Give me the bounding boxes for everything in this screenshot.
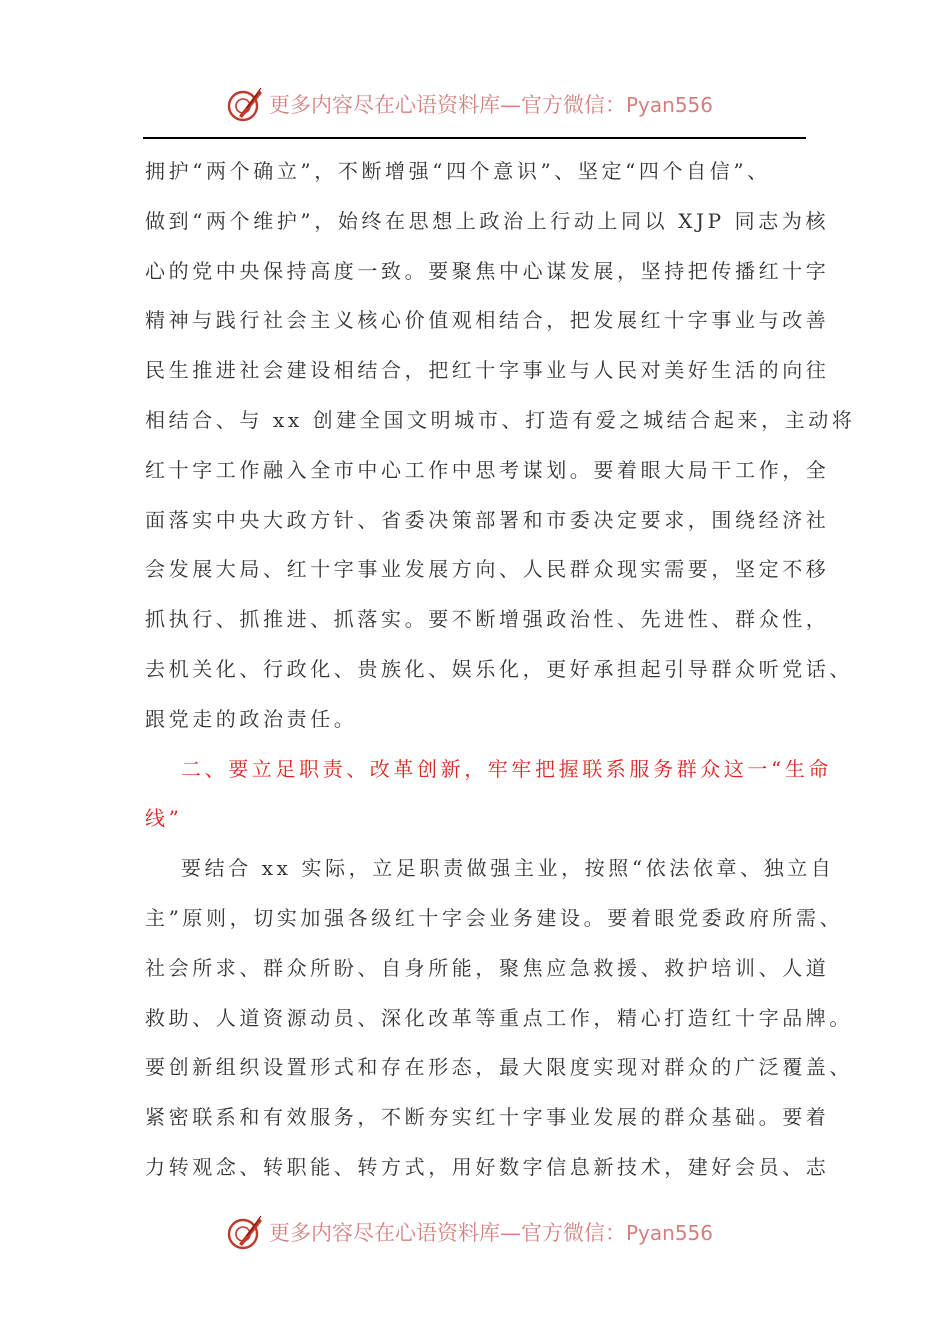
text-line: 紧密联系和有效服务，不断夯实红十字事业发展的群众基础。要着 <box>145 1105 830 1130</box>
text-line: 民生推进社会建设相结合，把红十字事业与人民对美好生活的向往 <box>145 358 830 383</box>
text-line: 要创新组织设置形式和存在形态，最大限度实现对群众的广泛覆盖、 <box>145 1055 853 1080</box>
header-banner <box>225 82 713 126</box>
banner-wechat-id: Pyan556 <box>626 1221 714 1245</box>
text-line: 做到“两个维护”，始终在思想上政治上行动上同以 XJP 同志为核 <box>145 208 830 233</box>
header-divider <box>143 137 806 139</box>
banner-text <box>269 89 713 119</box>
banner-wechat-id: Pyan556 <box>626 93 714 117</box>
quill-logo-icon <box>225 1212 265 1252</box>
banner-slogan: 更多内容尽在心语资料库—官方微信： <box>269 93 626 117</box>
text-line: 要结合 xx 实际，立足职责做强主业，按照“依法依章、独立自 <box>181 856 835 881</box>
text-line: 去机关化、行政化、贵族化、娱乐化，更好承担起引导群众听党话、 <box>145 656 853 681</box>
text-line: 红十字工作融入全市中心工作中思考谋划。要着眼大局干工作，全 <box>145 457 830 482</box>
text-line: 跟党走的政治责任。 <box>145 706 358 731</box>
text-line: 社会所求、群众所盼、自身所能，聚焦应急救援、救护培训、人道 <box>145 955 830 980</box>
section-heading-line: 线” <box>145 806 183 831</box>
text-line: 主”原则，切实加强各级红十字会业务建设。要着眼党委政府所需、 <box>145 905 844 930</box>
quill-logo-icon <box>225 84 265 124</box>
document-body <box>145 147 856 1193</box>
text-line: 救助、人道资源动员、深化改革等重点工作，精心打造红十字品牌。 <box>145 1005 853 1030</box>
banner-text <box>269 1217 713 1247</box>
footer-banner <box>225 1210 713 1254</box>
section-heading-line: 二、要立足职责、改革创新，牢牢把握联系服务群众这一“生命 <box>181 756 833 781</box>
text-line: 心的党中央保持高度一致。要聚焦中心谋发展，坚持把传播红十字 <box>145 258 830 283</box>
text-line: 抓执行、抓推进、抓落实。要不断增强政治性、先进性、群众性， <box>145 607 830 632</box>
text-line: 精神与践行社会主义核心价值观相结合，把发展红十字事业与改善 <box>145 308 830 333</box>
text-line: 力转观念、转职能、转方式，用好数字信息新技术，建好会员、志 <box>145 1154 830 1179</box>
text-line: 拥护“两个确立”，不断增强“四个意识”、坚定“四个自信”、 <box>145 159 771 183</box>
text-line: 面落实中央大政方针、省委决策部署和市委决定要求，围绕经济社 <box>145 507 830 532</box>
text-line: 相结合、与 xx 创建全国文明城市、打造有爱之城结合起来，主动将 <box>145 407 856 432</box>
text-line: 会发展大局、红十字事业发展方向、人民群众现实需要，坚定不移 <box>145 557 830 582</box>
banner-slogan: 更多内容尽在心语资料库—官方微信： <box>269 1221 626 1245</box>
